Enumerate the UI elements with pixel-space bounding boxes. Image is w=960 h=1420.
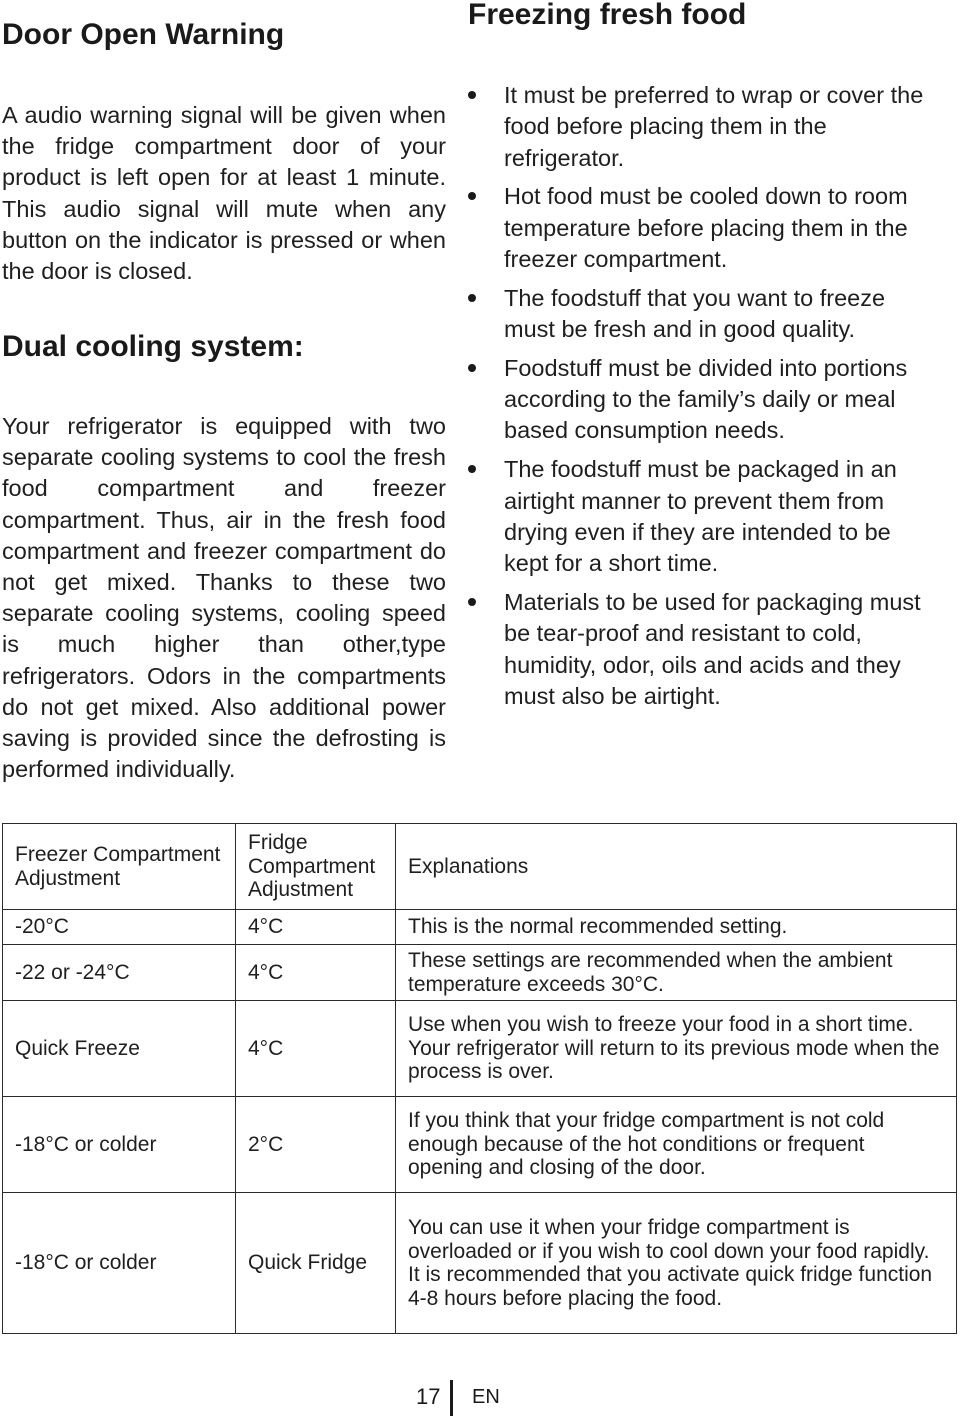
bullet-text: The foodstuff that you want to freeze must be fresh and in good quality. [504, 284, 886, 343]
explanation-cell: Use when you wish to freeze your food in a short time. Your refrigerator will return to its previous mode when the process is over. [396, 1001, 957, 1097]
bullet-text: Materials to be used for packaging must be tear-proof and resistant to cold, humidity, odor, oils and acids and they must also be airtight. [504, 588, 921, 709]
table-row [3, 1001, 957, 1097]
header-explanations: Explanations [396, 824, 957, 910]
bullet-text: It must be preferred to wrap or cover the food before placing them in the refrigerator. [504, 82, 924, 171]
freezer-setting-cell: Quick Freeze [3, 1001, 236, 1097]
header-freezer-adjustment: Freezer Compartment Adjustment [3, 824, 236, 910]
explanation-cell: This is the normal recommended setting. [396, 910, 957, 945]
door-open-warning-text: A audio warning signal will be given when the fridge compartment door of your product is left open for at least 1 minute. This audio signal will mute when any button on the indicator is pressed or when the door is closed. [2, 102, 446, 285]
table-row [3, 1097, 957, 1193]
freezing-fresh-food-heading: Freezing fresh food [468, 0, 747, 31]
bullet-item [466, 454, 926, 579]
freezer-setting-cell: -22 or -24°C [3, 945, 236, 1001]
temperature-settings-table [2, 823, 957, 1334]
bullet-dot-icon [468, 364, 476, 372]
door-open-warning-heading: Door Open Warning [2, 18, 285, 51]
page-number: 17 [416, 1384, 441, 1409]
fridge-setting-cell: 4°C [236, 910, 396, 945]
bullet-item [466, 181, 926, 275]
table-header-row [3, 824, 957, 910]
fridge-setting-cell: Quick Fridge [236, 1193, 396, 1334]
freezer-setting-cell: -20°C [3, 910, 236, 945]
page-footer [0, 1380, 960, 1416]
fridge-setting-cell: 4°C [236, 1001, 396, 1097]
bullet-item [466, 587, 926, 712]
bullet-text: Hot food must be cooled down to room temperature before placing them in the freezer compartment. [504, 183, 908, 272]
table-row [3, 945, 957, 1001]
language-code: EN [472, 1386, 500, 1408]
bullet-text: The foodstuff must be packaged in an airtight manner to prevent them from drying even if they are intended to be kept for a short time. [504, 456, 897, 577]
bullet-item [466, 353, 926, 447]
header-fridge-adjustment: Fridge Compartment Adjustment [236, 824, 396, 910]
bullet-dot-icon [468, 598, 476, 606]
dual-cooling-heading: Dual cooling system: [2, 330, 304, 363]
bullet-dot-icon [468, 294, 476, 302]
bullet-dot-icon [468, 192, 476, 200]
explanation-cell: If you think that your fridge compartment is not cold enough because of the hot conditions or frequent opening and closing of the door. [396, 1097, 957, 1193]
dual-cooling-text: Your refrigerator is equipped with two separate cooling systems to cool the fresh food compartment and freezer compartment. Thus, air in the fresh food compartment and freezer compartment do not get mixed. Thanks to these two separate cooling systems, cooling speed is much higher than other,type refrigerators. Odors in the compartments do not get mixed. Also additional power saving is provided since the defrosting is performed individually. [2, 413, 446, 783]
table-row [3, 910, 957, 945]
freezer-setting-cell: -18°C or colder [3, 1097, 236, 1193]
bullet-dot-icon [468, 465, 476, 473]
fridge-setting-cell: 2°C [236, 1097, 396, 1193]
freezer-setting-cell: -18°C or colder [3, 1193, 236, 1334]
freezing-bullet-list [466, 80, 926, 720]
bullet-item [466, 283, 926, 346]
footer-divider [450, 1380, 453, 1416]
bullet-dot-icon [468, 91, 476, 99]
explanation-cell: These settings are recommended when the ambient temperature exceeds 30°C. [396, 945, 957, 1001]
fridge-setting-cell: 4°C [236, 945, 396, 1001]
explanation-cell: You can use it when your fridge compartment is overloaded or if you wish to cool down your food rapidly. It is recommended that you activate quick fridge function 4-8 hours before placing the food. [396, 1193, 957, 1334]
bullet-text: Foodstuff must be divided into portions according to the family’s daily or meal based consumption needs. [504, 354, 908, 444]
bullet-item [466, 80, 926, 174]
table-row [3, 1193, 957, 1334]
